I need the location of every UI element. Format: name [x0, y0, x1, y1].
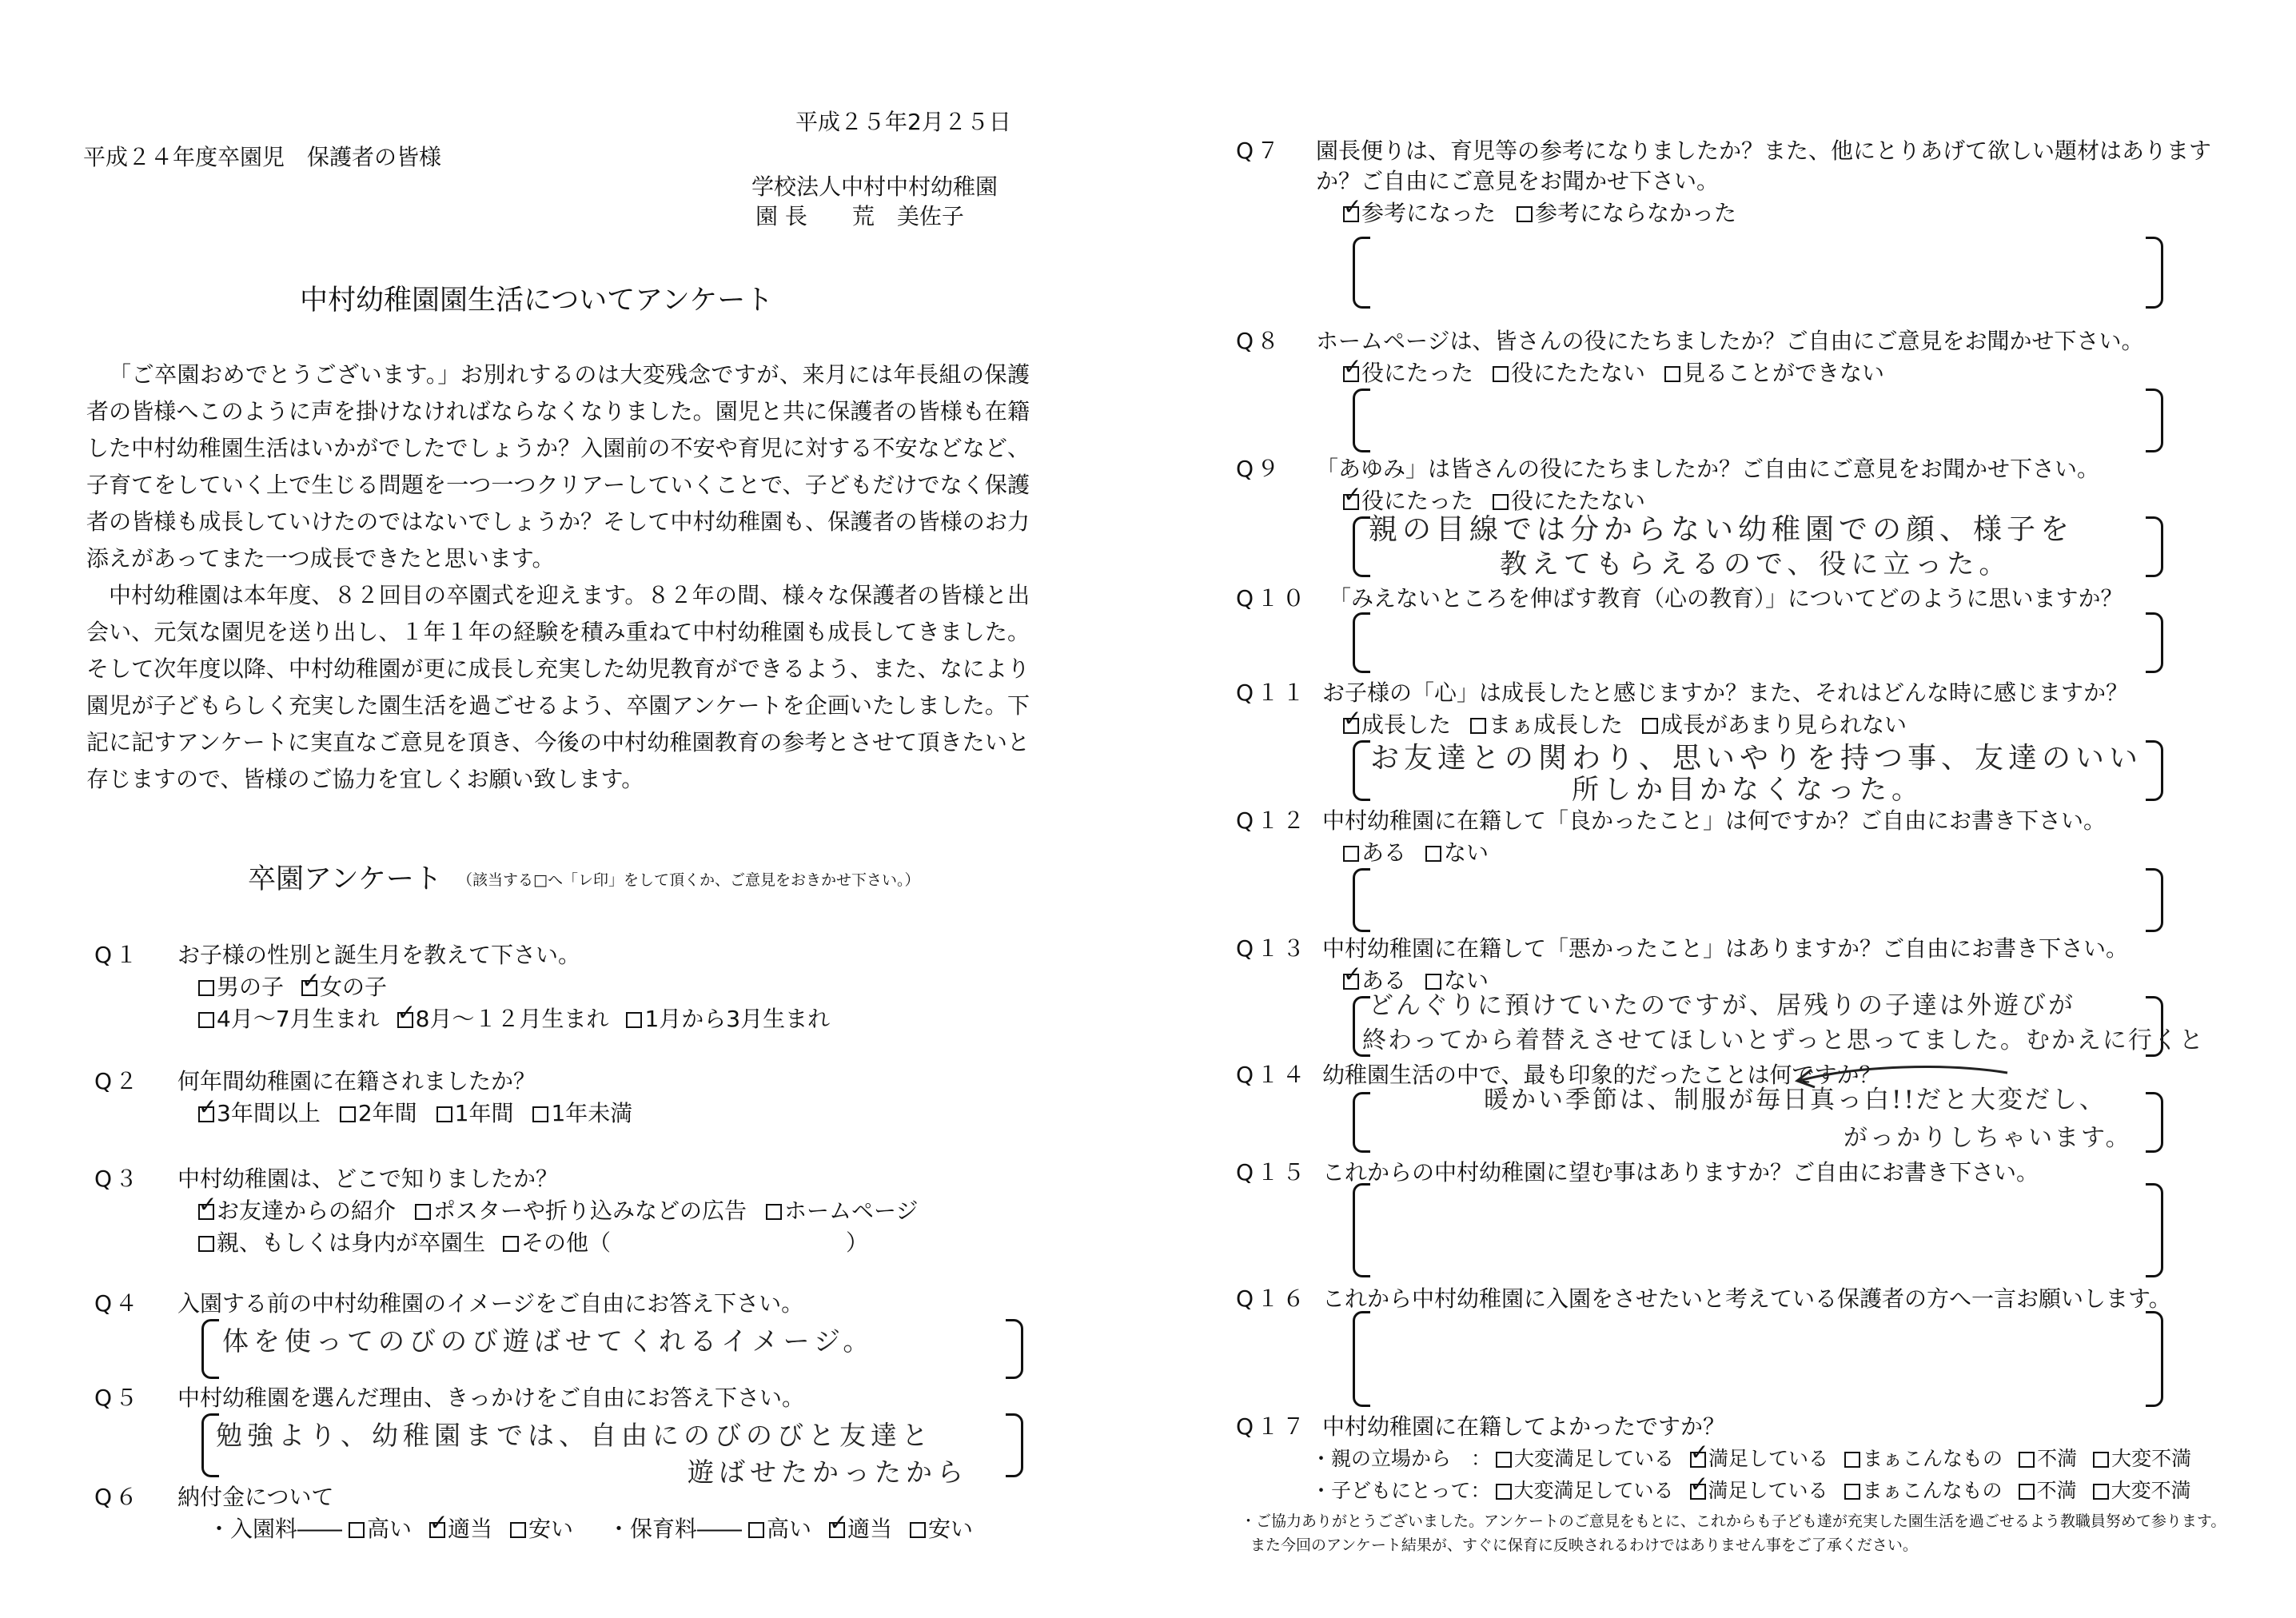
q6-fee1-option[interactable] [510, 1514, 573, 1544]
q17-parent-checkbox[interactable] [1690, 1452, 1706, 1468]
q17-parent-option-label: 満足している [1708, 1447, 1829, 1470]
q3-option-label: ポスターや折り込みなどの広告 [433, 1198, 747, 1224]
q3-option[interactable] [198, 1196, 396, 1226]
footer-line-1: ・ご協力ありがとうございました。アンケートのご意見をもとに、これからも子ども達が充実した園生活を過ごせるよう教職員努めて参ります。 [1241, 1512, 2226, 1530]
q8-options [1343, 358, 1884, 389]
q11-option-label: 成長があまり見られない [1660, 711, 1907, 738]
q17-parent-option-label: 不満 [2037, 1447, 2078, 1470]
intro-paragraph-2: 中村幼稚園は本年度、８２回目の卒園式を迎えます。８２年の間、様々な保護者の皆様と出会い、元気な園児を送り出し、１年１年の経験を積み重ねて中村幼稚園も成長してきました。そして次年度以降、中村幼稚園が更に成長し充実した幼児教育ができるよう、また、なにより園児が子どもらしく充実した園生活を過ごせるよう、卒園アンケートを企画いたしました。下記に記すアンケートに実直なご意見を頂き、今後の中村幼稚園教育の参考とさせて頂きたいと存じますので、皆様のご協力を宜しくお願い致します。 [86, 582, 1030, 792]
date: 平成２５年2月２５日 [795, 109, 1011, 135]
q17-text: 中村幼稚園に在籍してよかったですか？ [1322, 1413, 1726, 1440]
q17-parent-option[interactable] [2019, 1444, 2077, 1474]
q6-fee1-checkbox[interactable] [349, 1522, 365, 1538]
q17-child-row [1311, 1476, 2191, 1506]
q8-option[interactable] [1664, 358, 1884, 389]
q3-option-label: 親、もしくは身内が卒園生 [217, 1229, 486, 1256]
q6-fee2-checkbox[interactable] [748, 1522, 764, 1538]
q2-option-label: 1年未満 [551, 1100, 633, 1126]
q2-number: Q２ [94, 1068, 142, 1094]
q14-handwritten-answer-1[interactable]: 暖かい季節は、制服が毎日真っ白!!だと大変だし、 [1484, 1086, 2107, 1114]
q5-handwritten-answer-2[interactable]: 遊ばせたかったから [688, 1457, 968, 1488]
recipient: 平成２４年度卒園児 保護者の皆様 [83, 144, 442, 170]
q6-number: Q６ [94, 1484, 142, 1510]
q13-number: Q１３ [1236, 935, 1309, 962]
q1-gender-checkbox[interactable] [301, 980, 317, 996]
q16-text: これから中村幼稚園に入園をさせたいと考えている保護者の方へ一言お願いします。 [1322, 1285, 2171, 1312]
q12-option[interactable] [1425, 838, 1489, 868]
q5-number: Q５ [94, 1385, 142, 1411]
q3-options-row1 [198, 1196, 918, 1226]
q7-text-2: か？ご自由にご意見をお聞かせ下さい。 [1316, 168, 1720, 194]
q11-number: Q１１ [1236, 679, 1309, 706]
q17-parent-option[interactable] [1690, 1444, 1828, 1474]
q15-bracket-left [1353, 1183, 1370, 1277]
q8-option-label: 役にたたない [1511, 360, 1646, 386]
q3-other-blank[interactable] [628, 1228, 828, 1258]
q16-number: Q１６ [1236, 1285, 1309, 1312]
q17-child-option[interactable] [1844, 1476, 2003, 1506]
q6-fee1-option-label: 高い [367, 1516, 413, 1542]
q12-option-label: ない [1444, 839, 1489, 866]
q9-option-label: 役にたった [1361, 488, 1474, 514]
q17-child-option-label: 大変不満 [2111, 1479, 2191, 1502]
intro-paragraph-1: 「ご卒園おめでとうございます。」お別れするのは大変残念ですが、来月には年長組の保護者の皆様へこのように声を掛けなければならなくなりました。園児と共に保護者の皆様も在籍した中村幼稚園生活はいかがでしたでしょうか？入園前の不安や育児に対する不安などなど、子育てをしていく上で生じる問題を一つ一つクリアーしていくことで、子どもだけでなく保護者の皆様も成長していけたのではないでしょうか？そして中村幼稚園も、保護者の皆様のお力添えがあってまた一つ成長できたと思います。 [86, 361, 1030, 572]
q6-fee2-option[interactable] [910, 1514, 973, 1544]
q4-bracket-left [201, 1319, 219, 1379]
intro-text [86, 357, 1030, 798]
q6-text: 納付金について [177, 1484, 334, 1510]
q17-parent-option-label: 大変不満 [2111, 1447, 2192, 1470]
q12-options [1343, 838, 1489, 868]
q15-text: これからの中村幼稚園に望む事はありますか？ご自由にお書き下さい。 [1322, 1159, 2039, 1186]
q13-text: 中村幼稚園に在籍して「悪かったこと」はありますか？ご自由にお書き下さい。 [1322, 935, 2129, 962]
q12-option-label: ある [1361, 839, 1407, 866]
q11-checkbox[interactable] [1343, 718, 1359, 734]
q17-child-checkbox[interactable] [1690, 1484, 1706, 1500]
q2-option-label: 3年間以上 [217, 1100, 321, 1126]
q12-number: Q１２ [1236, 807, 1309, 834]
q9-option-label: 役にたたない [1511, 488, 1646, 514]
q16-bracket-right [2146, 1311, 2163, 1407]
q3-checkbox[interactable] [503, 1236, 519, 1252]
q1-month-checkbox[interactable] [397, 1012, 413, 1028]
q17-child-option-label: 大変満足している [1513, 1479, 1674, 1502]
q12-bracket-left [1353, 868, 1370, 932]
q9-checkbox[interactable] [1343, 494, 1359, 510]
q6-fee2 [608, 1514, 973, 1544]
q13-option-label: ある [1361, 967, 1407, 994]
q17-child-option[interactable] [1690, 1476, 1828, 1506]
q17-number: Q１７ [1236, 1413, 1309, 1440]
q14-bracket-left [1353, 1092, 1370, 1153]
q12-option[interactable] [1343, 838, 1406, 868]
survey-note: （該当する□へ「レ印」をして頂くか、ご意見をおきかせ下さい。） [457, 871, 920, 889]
q14-text: 幼稚園生活の中で、最も印象的だったことは何ですか？ [1322, 1062, 1882, 1088]
q2-option[interactable] [198, 1098, 321, 1129]
q17-child-option[interactable] [2019, 1476, 2077, 1506]
q17-child-option[interactable] [2093, 1476, 2191, 1506]
q11-option-label: 成長した [1361, 711, 1452, 738]
q17-child-checkbox[interactable] [1496, 1484, 1512, 1500]
q3-option-label: お友達からの紹介 [217, 1198, 397, 1224]
q6-fee1-checkbox[interactable] [510, 1522, 526, 1538]
right-page [1148, 0, 2296, 1618]
q3-checkbox[interactable] [766, 1204, 782, 1220]
q6-fee1-checkbox[interactable] [429, 1522, 445, 1538]
q3-option[interactable] [503, 1228, 611, 1258]
q2-text: 何年間幼稚園に在籍されましたか？ [177, 1068, 536, 1094]
q5-bracket-right [1006, 1413, 1023, 1477]
q8-checkbox[interactable] [1493, 366, 1509, 382]
q14-handwritten-answer-2[interactable]: がっかりしちゃいます。 [1844, 1124, 2132, 1152]
q11-option-label: まぁ成長した [1489, 711, 1624, 738]
q1-month-checkbox[interactable] [198, 1012, 214, 1028]
q6-fee1-option-label: 適当 [448, 1516, 493, 1542]
q17-parent-checkbox[interactable] [2093, 1452, 2109, 1468]
q7-number: Q７ [1236, 137, 1283, 164]
q7-option-label: 参考になった [1361, 200, 1497, 226]
q16-bracket-left [1353, 1311, 1370, 1407]
q17-parent-checkbox[interactable] [1496, 1452, 1512, 1468]
q4-number: Q４ [94, 1290, 142, 1317]
q3-checkbox[interactable] [198, 1236, 214, 1252]
q3-number: Q３ [94, 1166, 142, 1192]
q1-month-option[interactable] [397, 1004, 609, 1034]
q2-checkbox[interactable] [198, 1106, 214, 1122]
q8-bracket-left [1353, 389, 1370, 452]
q9-number: Q９ [1236, 456, 1283, 482]
q9-handwritten-answer-1[interactable]: 親の目線では分からない幼稚園での顔、様子を [1369, 513, 2075, 546]
q15-number: Q１５ [1236, 1159, 1309, 1186]
q17-child-option[interactable] [1496, 1476, 1674, 1506]
q7-option-label: 参考にならなかった [1535, 200, 1737, 226]
q2-option[interactable] [436, 1098, 514, 1129]
q11-handwritten-answer-1[interactable]: お友達との関わり、思いやりを持つ事、友達のいい [1370, 742, 2143, 775]
q6-fee2-option[interactable] [748, 1514, 811, 1544]
q17-parent-checkbox[interactable] [1844, 1452, 1860, 1468]
q3-close-paren: ） [846, 1229, 869, 1256]
q12-bracket-right [2146, 868, 2163, 932]
q2-options [198, 1098, 632, 1129]
q14-number: Q１４ [1236, 1062, 1309, 1088]
q1-gender-option[interactable] [198, 972, 284, 1002]
q17-parent-option-label: 大変満足している [1514, 1447, 1675, 1470]
q8-number: Q８ [1236, 328, 1283, 354]
q7-checkbox[interactable] [1517, 206, 1533, 222]
q2-checkbox[interactable] [532, 1106, 548, 1122]
q15-bracket-right [2146, 1183, 2163, 1277]
q2-checkbox[interactable] [436, 1106, 452, 1122]
q8-option[interactable] [1493, 358, 1645, 389]
q2-checkbox[interactable] [340, 1106, 356, 1122]
q14-arrow-icon [1788, 1060, 2011, 1092]
q7-bracket-left [1353, 237, 1370, 309]
q10-number: Q１０ [1236, 585, 1309, 612]
q6-fee1-option[interactable] [349, 1514, 412, 1544]
q6-fee1-option[interactable] [429, 1514, 492, 1544]
q17-child-label: ・子どもにとって： [1311, 1479, 1491, 1502]
q10-text: 「みえないところを伸ばす教育（心の教育）」についてどのように思いますか？ [1329, 585, 2123, 612]
q13-checkbox[interactable] [1343, 974, 1359, 990]
q1-gender-option-label: 男の子 [217, 974, 285, 1000]
q11-text: お子様の「心」は成長したと感じますか？また、それはどんな時に感じますか？ [1322, 679, 2129, 706]
q17-child-checkbox[interactable] [1844, 1484, 1860, 1500]
q11-handwritten-answer-2[interactable]: 所しか目かなくなった。 [1572, 774, 1923, 806]
q8-option[interactable] [1343, 358, 1473, 389]
q3-checkbox[interactable] [415, 1204, 431, 1220]
q3-option-label: その他（ [521, 1229, 612, 1256]
q1-month-option-label: 1月から3月生まれ [644, 1006, 831, 1032]
q6-fee2-label: ・保育料―― [608, 1516, 743, 1542]
q3-text: 中村幼稚園は、どこで知りましたか？ [177, 1166, 559, 1192]
q12-text: 中村幼稚園に在籍して「良かったこと」は何ですか？ご自由にお書き下さい。 [1322, 807, 2107, 834]
q11-checkbox[interactable] [1470, 718, 1486, 734]
q5-text: 中村幼稚園を選んだ理由、きっかけをご自由にお答え下さい。 [177, 1385, 805, 1411]
q8-option-label: 役にたった [1361, 360, 1474, 386]
q1-text: お子様の性別と誕生月を教えて下さい。 [177, 942, 581, 968]
q17-parent-label: ・親の立場から ： [1311, 1447, 1492, 1470]
q11-checkbox[interactable] [1642, 718, 1658, 734]
q17-child-option-label: まぁこんなもの [1862, 1479, 2003, 1502]
q3-option[interactable] [198, 1228, 485, 1258]
q17-parent-option[interactable] [2093, 1444, 2191, 1474]
q17-child-option-label: 不満 [2036, 1479, 2077, 1502]
q11-bracket-left [1353, 740, 1370, 801]
q12-checkbox[interactable] [1425, 846, 1441, 862]
q7-option[interactable] [1517, 198, 1736, 229]
q17-child-checkbox[interactable] [2093, 1484, 2109, 1500]
q7-options [1343, 198, 1736, 229]
q6-fee2-option-label: 高い [767, 1516, 812, 1542]
q6-fee2-checkbox[interactable] [829, 1522, 845, 1538]
q6-fee2-option[interactable] [829, 1514, 892, 1544]
q5-handwritten-answer-1[interactable]: 勉強より、幼稚園までは、自由にのびのびと友達と [216, 1420, 933, 1451]
q3-option[interactable] [766, 1196, 918, 1226]
q2-option-label: 2年間 [357, 1100, 417, 1126]
q1-month-option-label: 8月～１２月生まれ [415, 1006, 609, 1032]
q13-option-label: ない [1444, 967, 1489, 994]
q4-text: 入園する前の中村幼稚園のイメージをご自由にお答え下さい。 [177, 1290, 804, 1317]
q8-bracket-right [2146, 389, 2163, 452]
q6-fee1-label: ・入園料―― [208, 1516, 343, 1542]
school-name: 学校法人中村中村幼稚園 [751, 173, 999, 200]
q9-text: 「あゆみ」は皆さんの役にたちましたか？ご自由にご意見をお聞かせ下さい。 [1316, 456, 2100, 482]
q1-month-option-label: 4月～7月生まれ [217, 1006, 380, 1032]
q10-bracket-left [1353, 612, 1370, 673]
q6-fee1-option-label: 安い [528, 1516, 574, 1542]
q8-option-label: 見ることができない [1683, 360, 1885, 386]
q1-month-option[interactable] [626, 1004, 830, 1034]
q1-month-option[interactable] [198, 1004, 380, 1034]
q9-bracket-right [2146, 516, 2163, 577]
q2-option[interactable] [532, 1098, 632, 1129]
footer-line-2: また今回のアンケート結果が、すぐに保育に反映されるわけではありません事をご了承ください。 [1250, 1536, 1918, 1554]
q9-handwritten-answer-2[interactable]: 教えてもらえるので、役に立った。 [1500, 548, 2011, 580]
survey-title: 卒園アンケート [248, 863, 442, 895]
q8-text: ホームページは、皆さんの役にたちましたか？ご自由にご意見をお聞かせ下さい。 [1316, 328, 2144, 354]
q1-gender-options [198, 972, 387, 1002]
q12-checkbox[interactable] [1343, 846, 1359, 862]
q3-option-label: ホームページ [784, 1198, 919, 1224]
q8-checkbox[interactable] [1343, 366, 1359, 382]
q3-checkbox[interactable] [198, 1204, 214, 1220]
q4-bracket-right [1006, 1319, 1023, 1379]
q13-handwritten-answer-1[interactable]: どんぐりに預けていたのですが、居残りの子達は外遊びが [1369, 991, 2075, 1020]
q1-gender-checkbox[interactable] [198, 980, 214, 996]
q1-month-checkbox[interactable] [626, 1012, 642, 1028]
q17-parent-checkbox[interactable] [2019, 1452, 2035, 1468]
q6-fee2-option-label: 安い [928, 1516, 974, 1542]
q7-bracket-right [2146, 237, 2163, 309]
q3-option[interactable] [415, 1196, 747, 1226]
q6-fee2-option-label: 適当 [847, 1516, 893, 1542]
q17-child-option-label: 満足している [1708, 1479, 1828, 1502]
q8-checkbox[interactable] [1664, 366, 1680, 382]
q10-bracket-right [2146, 612, 2163, 673]
q1-number: Q１ [94, 942, 142, 968]
q2-option[interactable] [340, 1098, 417, 1129]
q17-parent-option[interactable] [1496, 1444, 1674, 1474]
q4-handwritten-answer[interactable]: 体を使ってのびのび遊ばせてくれるイメージ。 [222, 1325, 875, 1357]
page-title: 中村幼稚園園生活についてアンケート [300, 285, 774, 317]
q6-fee2-checkbox[interactable] [910, 1522, 926, 1538]
q1-month-options [198, 1004, 830, 1034]
q17-parent-option-label: まぁこんなもの [1863, 1447, 2003, 1470]
q7-text-1: 園長便りは、育児等の参考になりましたか？また、他にとりあげて欲しい題材はあります [1316, 137, 2212, 164]
q1-gender-option[interactable] [301, 972, 387, 1002]
q13-handwritten-answer-2[interactable]: 終わってから着替えさせてほしいとずっと思ってました。むかえに行くと [1362, 1026, 2205, 1054]
q17-parent-row [1311, 1444, 2191, 1474]
q14-bracket-right [2146, 1092, 2163, 1153]
q3-options-row2 [198, 1228, 868, 1258]
q17-parent-option[interactable] [1844, 1444, 2003, 1474]
principal-name: 園 長 荒 美佐子 [755, 203, 964, 229]
q11-bracket-right [2146, 740, 2163, 801]
q2-option-label: 1年間 [454, 1100, 514, 1126]
q1-gender-option-label: 女の子 [320, 974, 388, 1000]
q7-option[interactable] [1343, 198, 1496, 229]
q17-child-checkbox[interactable] [2019, 1484, 2035, 1500]
q7-checkbox[interactable] [1343, 206, 1359, 222]
q6-fee1 [208, 1514, 573, 1544]
q9-bracket-left [1353, 516, 1370, 577]
